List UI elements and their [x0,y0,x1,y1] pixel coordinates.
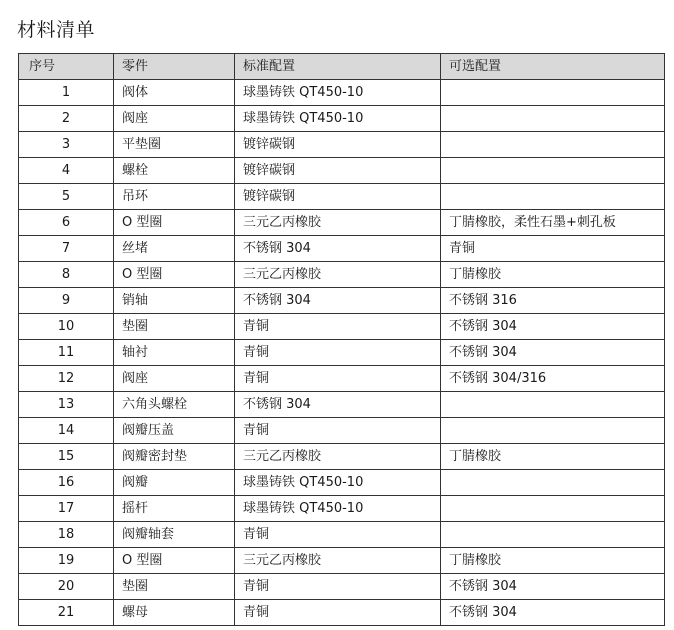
cell-standard-config: 青铜 [235,522,441,548]
cell-optional-config [441,522,665,548]
cell-part: 垫圈 [114,574,235,600]
cell-optional-config: 不锈钢 316 [441,288,665,314]
table-row [19,548,665,574]
cell-index: 1 [19,80,114,106]
cell-part: 阀瓣 [114,470,235,496]
table-row [19,314,665,340]
cell-standard-config: 不锈钢 304 [235,236,441,262]
table-row [19,288,665,314]
cell-index: 11 [19,340,114,366]
cell-optional-config: 丁腈橡胶 [441,444,665,470]
table-row [19,184,665,210]
cell-index: 17 [19,496,114,522]
cell-part: 阀体 [114,80,235,106]
cell-standard-config: 球墨铸铁 QT450-10 [235,496,441,522]
cell-optional-config [441,184,665,210]
table-row [19,106,665,132]
cell-part: O 型圈 [114,548,235,574]
cell-standard-config: 镀锌碳钢 [235,158,441,184]
cell-index: 13 [19,392,114,418]
table-row [19,392,665,418]
table-row [19,366,665,392]
table-row [19,236,665,262]
table-row [19,444,665,470]
cell-index: 18 [19,522,114,548]
cell-optional-config [441,470,665,496]
cell-standard-config: 球墨铸铁 QT450-10 [235,470,441,496]
cell-optional-config: 丁腈橡胶 [441,548,665,574]
cell-standard-config: 三元乙丙橡胶 [235,444,441,470]
cell-index: 6 [19,210,114,236]
header-standard-config: 标准配置 [235,54,441,80]
cell-standard-config: 不锈钢 304 [235,288,441,314]
cell-index: 16 [19,470,114,496]
cell-optional-config: 不锈钢 304 [441,574,665,600]
cell-index: 15 [19,444,114,470]
cell-part: 丝堵 [114,236,235,262]
page-title: 材料清单 [17,19,96,41]
cell-optional-config [441,106,665,132]
table-row [19,132,665,158]
table-row [19,574,665,600]
cell-part: 阀座 [114,106,235,132]
cell-part: 阀座 [114,366,235,392]
cell-index: 9 [19,288,114,314]
cell-optional-config: 青铜 [441,236,665,262]
cell-part: O 型圈 [114,262,235,288]
bill-of-materials-table [18,53,665,626]
cell-index: 21 [19,600,114,626]
cell-optional-config [441,418,665,444]
cell-index: 3 [19,132,114,158]
cell-optional-config: 丁腈橡胶 [441,262,665,288]
cell-index: 14 [19,418,114,444]
cell-optional-config: 丁腈橡胶，柔性石墨+刺孔板 [441,210,665,236]
cell-index: 12 [19,366,114,392]
cell-standard-config: 青铜 [235,314,441,340]
cell-part: 螺栓 [114,158,235,184]
header-index: 序号 [19,54,114,80]
cell-standard-config: 不锈钢 304 [235,392,441,418]
table-row [19,262,665,288]
cell-standard-config: 青铜 [235,600,441,626]
cell-standard-config: 镀锌碳钢 [235,184,441,210]
table-row [19,496,665,522]
cell-part: 六角头螺栓 [114,392,235,418]
table-row [19,522,665,548]
table-row [19,340,665,366]
table-row [19,80,665,106]
cell-optional-config [441,496,665,522]
cell-part: 平垫圈 [114,132,235,158]
table-row [19,418,665,444]
cell-standard-config: 三元乙丙橡胶 [235,210,441,236]
cell-part: 吊环 [114,184,235,210]
cell-part: 阀瓣压盖 [114,418,235,444]
cell-optional-config [441,392,665,418]
cell-optional-config: 不锈钢 304/316 [441,366,665,392]
cell-index: 8 [19,262,114,288]
cell-part: 销轴 [114,288,235,314]
cell-part: 阀瓣密封垫 [114,444,235,470]
cell-standard-config: 球墨铸铁 QT450-10 [235,80,441,106]
cell-standard-config: 三元乙丙橡胶 [235,262,441,288]
cell-index: 10 [19,314,114,340]
cell-optional-config [441,132,665,158]
cell-standard-config: 球墨铸铁 QT450-10 [235,106,441,132]
cell-optional-config: 不锈钢 304 [441,340,665,366]
cell-optional-config [441,80,665,106]
cell-part: 摇杆 [114,496,235,522]
cell-optional-config [441,158,665,184]
cell-optional-config: 不锈钢 304 [441,314,665,340]
table-row [19,600,665,626]
cell-part: 螺母 [114,600,235,626]
cell-part: 垫圈 [114,314,235,340]
cell-standard-config: 青铜 [235,340,441,366]
cell-standard-config: 青铜 [235,574,441,600]
cell-index: 2 [19,106,114,132]
table-row [19,210,665,236]
cell-optional-config: 不锈钢 304 [441,600,665,626]
table-row [19,470,665,496]
table-header-row [19,54,665,80]
cell-index: 4 [19,158,114,184]
cell-part: 轴衬 [114,340,235,366]
cell-part: 阀瓣轴套 [114,522,235,548]
cell-standard-config: 青铜 [235,418,441,444]
cell-part: O 型圈 [114,210,235,236]
cell-standard-config: 镀锌碳钢 [235,132,441,158]
header-optional-config: 可选配置 [441,54,665,80]
cell-index: 5 [19,184,114,210]
cell-index: 19 [19,548,114,574]
cell-standard-config: 三元乙丙橡胶 [235,548,441,574]
cell-standard-config: 青铜 [235,366,441,392]
cell-index: 7 [19,236,114,262]
cell-index: 20 [19,574,114,600]
header-part: 零件 [114,54,235,80]
table-row [19,158,665,184]
